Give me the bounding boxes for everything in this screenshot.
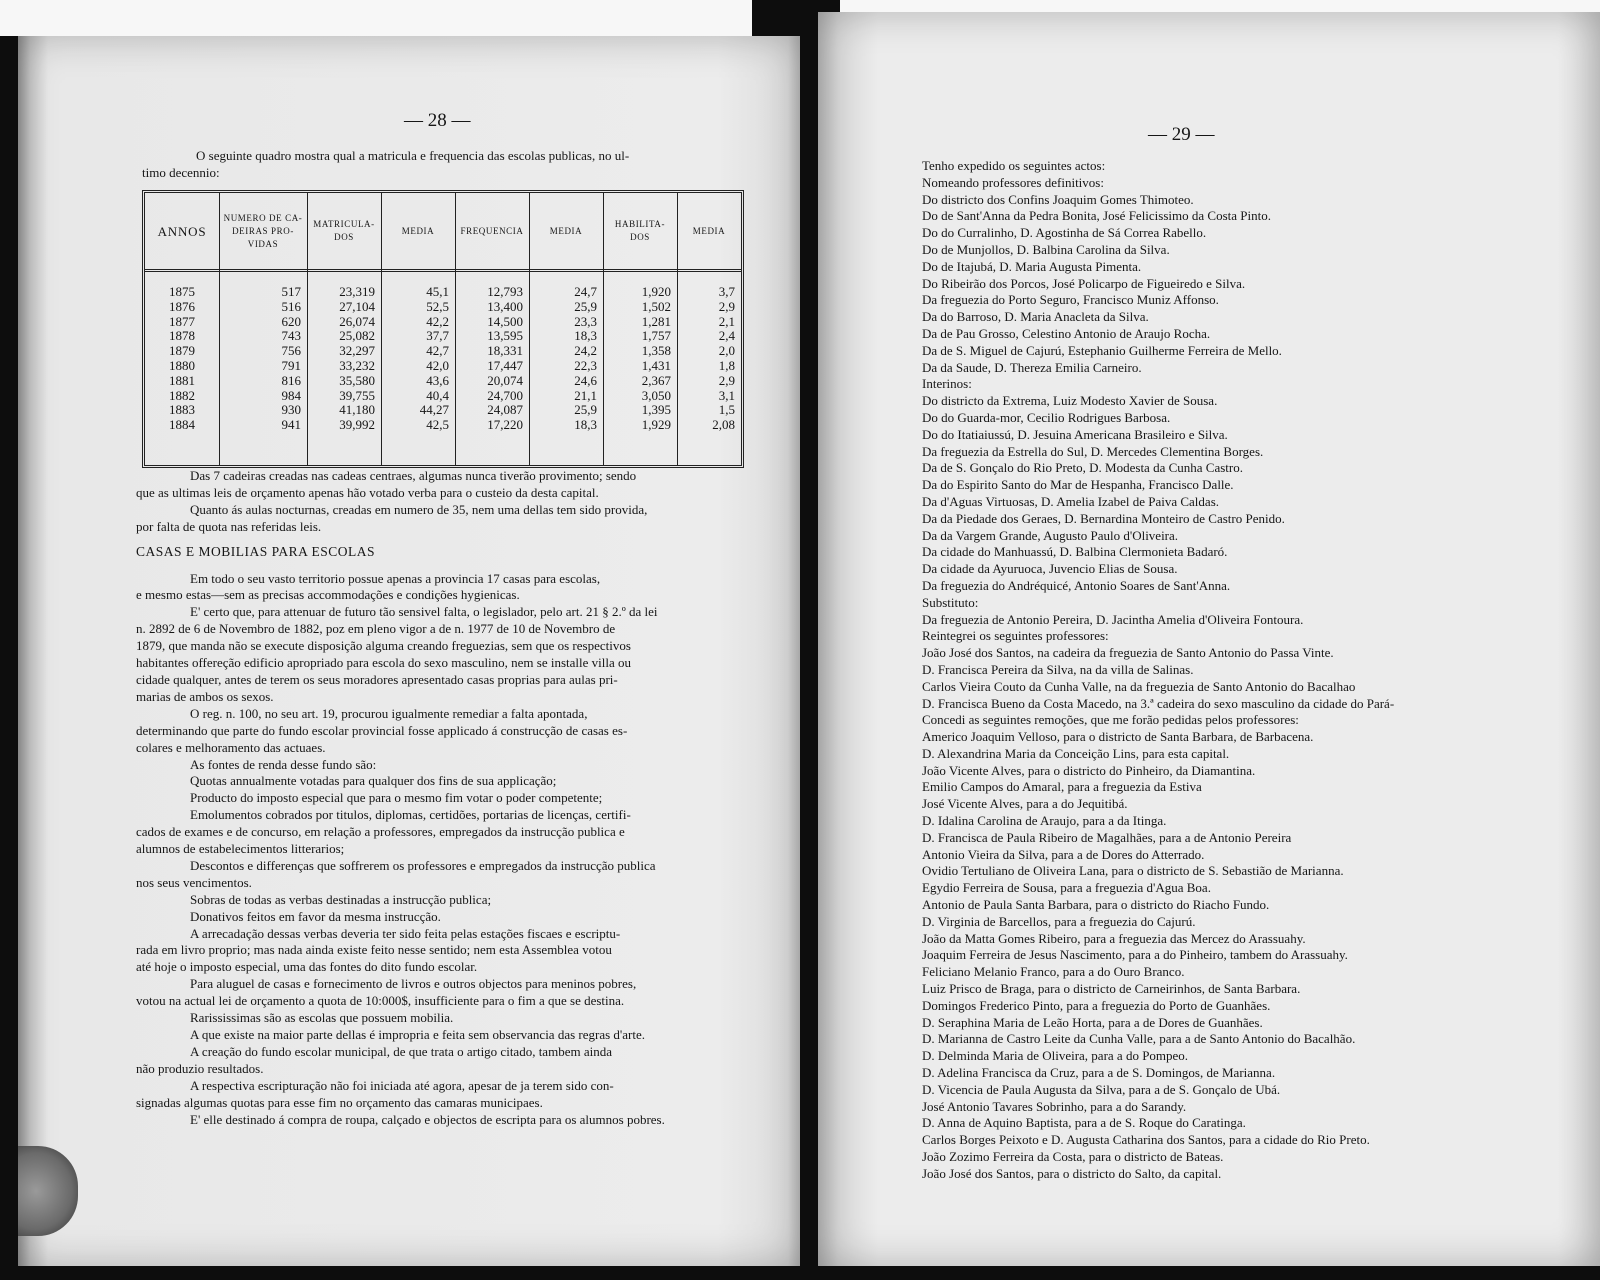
enrollment-table: [142, 190, 744, 468]
table-cell: 1884: [169, 417, 195, 433]
page-number-left: — 28 —: [404, 110, 471, 131]
act-line: João José dos Santos, para o districto do Salto, da capital.: [922, 1165, 1222, 1181]
table-cell: 1880: [169, 357, 195, 373]
act-line: Da de Pau Grosso, Celestino Antonio de Araujo Rocha.: [922, 325, 1211, 341]
body-line: e mesmo estas—sem as precisas accommodações e condições hygienicas.: [136, 587, 520, 603]
col-media-2: [529, 193, 604, 465]
table-cell: 25,082: [339, 328, 375, 344]
act-line: D. Anna de Aquino Baptista, para a de S. Roque do Caratinga.: [922, 1115, 1246, 1131]
body-line: A arrecadação dessas verbas deveria ter sido feita pelas estações fiscaes e escriptu-: [190, 925, 621, 941]
act-line: Da freguezia do Porto Seguro, Francisco Muniz Affonso.: [922, 292, 1219, 308]
table-cell: 18,3: [574, 417, 597, 433]
body-line: Quotas annualmente votadas para qualquer dos fins de sua applicação;: [190, 773, 557, 789]
table-cell: 2,08: [712, 417, 735, 433]
table-cell: 3,1: [718, 387, 735, 403]
col-media-1: [381, 193, 456, 465]
table-cell: 1876: [169, 298, 195, 314]
table-cell: 13,400: [487, 298, 523, 314]
act-line: Da da Piedade dos Geraes, D. Bernardina Monteiro de Castro Penido.: [922, 510, 1285, 526]
table-cell: 1,920: [641, 284, 671, 299]
act-line: Da da Saude, D. Thereza Emilia Carneiro.: [922, 359, 1142, 375]
body-line: que as ultimas leis de orçamento apenas hão votado verba para o custeio da desta capital.: [136, 484, 599, 500]
body-line: determinando que parte do fundo escolar provincial fosse applicado á construcção de casas es-: [136, 722, 628, 738]
body-line: Donativos feitos em favor da mesma instrucção.: [190, 908, 441, 924]
table-cell: 2,9: [718, 298, 735, 314]
table-cell: 1,502: [641, 298, 671, 314]
act-line: Da do Barroso, D. Maria Anacleta da Silva.: [922, 309, 1149, 325]
body-line: nos seus vencimentos.: [136, 874, 252, 890]
table-header-cell: NUMERO DE CA-DEIRAS PRO-VIDAS: [223, 212, 303, 249]
body-line: Para aluguel de casas e fornecimento de livros e outros objectos para meninos pobres,: [190, 976, 637, 992]
act-line: João Vicente Alves, para o districto do Pinheiro, da Diamantina.: [922, 762, 1256, 778]
body-line: por falta de quota nas referidas leis.: [136, 518, 322, 534]
body-line: cados de exames e de concurso, em relação a professores, empregados da instrucção publica e: [136, 824, 625, 840]
table-cell: 743: [281, 328, 301, 344]
table-cell: 1882: [169, 387, 195, 403]
table-cell: 24,087: [487, 402, 523, 418]
act-line: D. Alexandrina Maria da Conceição Lins, para esta capital.: [922, 745, 1230, 761]
act-line: Antonio de Paula Santa Barbara, para o districto do Riacho Fundo.: [922, 897, 1270, 913]
table-header-cell: MEDIA: [549, 225, 583, 236]
table-cell: 791: [281, 357, 301, 373]
act-line: Da cidade da Ayuruoca, Juvencio Elias de Sousa.: [922, 561, 1178, 577]
table-cell: 1,358: [641, 343, 671, 359]
act-line: Egydio Ferreira de Sousa, para a freguezia d'Agua Boa.: [922, 880, 1211, 896]
col-cadeiras: [219, 193, 308, 465]
body-line: E' certo que, para attenuar de futuro tão sensivel falta, o legislador, pelo art. 21 § 2.º da lei: [190, 604, 658, 620]
act-line: Joaquim Ferreira de Jesus Nascimento, para a do Pinheiro, tambem do Arassuahy.: [922, 947, 1348, 963]
body-line: votou na actual lei de orçamento a quota de 10:000$, insufficiente para o fim a que se destina.: [136, 993, 625, 1009]
body-line: A creação do fundo escolar municipal, de que trata o artigo citado, tambem ainda: [190, 1043, 612, 1059]
table-cell: 3,050: [641, 387, 671, 403]
table-cell: 1883: [169, 402, 195, 418]
act-line: Do do Itatiaiussú, D. Jesuina Americana Brasileiro e Silva.: [922, 426, 1228, 442]
table-cell: 941: [281, 417, 301, 433]
table-cell: 17,447: [487, 357, 523, 373]
col-habilitados: [603, 193, 678, 465]
table-cell: 24,7: [574, 284, 597, 299]
act-line: Da freguezia da Estrella do Sul, D. Mercedes Clementina Borges.: [922, 443, 1264, 459]
act-line: Do do Guarda-mor, Cecilio Rodrigues Barbosa.: [922, 409, 1171, 425]
act-line: Carlos Vieira Couto da Cunha Valle, na da freguezia de Santo Antonio do Bacalhao: [922, 678, 1356, 694]
table-cell: 20,074: [487, 372, 523, 388]
act-line: D. Idalina Carolina de Araujo, para a da Itinga.: [922, 813, 1167, 829]
table-cell: 13,595: [487, 328, 523, 344]
table-cell: 52,5: [426, 298, 449, 314]
col-media-3: [677, 193, 741, 465]
scanner-thumb: [18, 1146, 78, 1236]
table-cell: 25,9: [574, 402, 597, 418]
table-cell: 18,331: [487, 343, 523, 359]
table-cell: 18,3: [574, 328, 597, 344]
table-cell: 17,220: [487, 417, 523, 433]
body-line: Sobras de todas as verbas destinadas a instrucção publica;: [190, 891, 492, 907]
act-line: Da freguezia do Andréquicé, Antonio Soares de Sant'Anna.: [922, 577, 1231, 593]
section-heading: CASAS E MOBILIAS PARA ESCOLAS: [136, 543, 376, 559]
table-cell: 25,9: [574, 298, 597, 314]
act-line: Da da Vargem Grande, Augusto Paulo d'Oliveira.: [922, 527, 1179, 543]
body-line: Producto do imposto especial que para o mesmo fim votar o poder competente;: [190, 790, 603, 806]
body-line: signadas algumas quotas para esse fim no orçamento das camaras municipaes.: [136, 1094, 543, 1110]
act-line: Concedi as seguintes remoções, que me forão pedidas pelos professores:: [922, 712, 1299, 728]
act-line: Do de Sant'Anna da Pedra Bonita, José Felicissimo da Costa Pinto.: [922, 208, 1271, 224]
body-line: Das 7 cadeiras creadas nas cadeas centraes, algumas nunca tiverão provimento; sendo: [190, 468, 637, 483]
table-cell: 27,104: [339, 298, 375, 314]
col-annos: [145, 193, 220, 465]
body-line: até hoje o imposto especial, uma das fontes do dito fundo escolar.: [136, 959, 478, 975]
table-cell: 21,1: [574, 387, 597, 403]
body-line: E' elle destinado á compra de roupa, calçado e objectos de escripta para os alumnos pobres.: [190, 1111, 665, 1127]
table-intro: [142, 148, 746, 182]
table-cell: 3,7: [718, 284, 735, 299]
act-line: Do districto dos Confins Joaquim Gomes Thimoteo.: [922, 191, 1194, 207]
act-line: Da cidade do Manhuassú, D. Balbina Clermonieta Badaró.: [922, 544, 1228, 560]
table-cell: 22,3: [574, 357, 597, 373]
page-number-right: — 29 —: [1148, 124, 1215, 145]
act-line: Do de Itajubá, D. Maria Augusta Pimenta.: [922, 258, 1142, 274]
table-cell: 756: [281, 343, 301, 359]
act-line: Luiz Prisco de Braga, para o districto de Carneirinhos, de Santa Barbara.: [922, 981, 1301, 997]
table-cell: 2,1: [718, 313, 735, 329]
table-cell: 35,580: [339, 372, 375, 388]
table-cell: 39,755: [339, 387, 375, 403]
table-cell: 1878: [169, 328, 195, 344]
act-line: D. Francisca de Paula Ribeiro de Magalhães, para a de Antonio Pereira: [922, 829, 1292, 845]
act-line: João Zozimo Ferreira da Costa, para o districto de Bateas.: [922, 1149, 1224, 1165]
body-line: O reg. n. 100, no seu art. 19, procurou igualmente remediar a falta apontada,: [190, 705, 588, 721]
body-line: Em todo o seu vasto territorio possue apenas a provincia 17 casas para escolas,: [190, 570, 601, 586]
act-line: João José dos Santos, na cadeira da freguezia de Santo Antonio do Passa Vinte.: [922, 645, 1334, 661]
table-cell: 1,5: [718, 402, 735, 418]
body-line: n. 2892 de 6 de Novembro de 1882, poz em pleno vigor a de n. 1977 de 10 de Novembro de: [136, 621, 616, 637]
act-line: João da Matta Gomes Ribeiro, para a freguezia das Mercez do Arassuahy.: [922, 930, 1306, 946]
act-line: Interinos:: [922, 376, 972, 392]
table-cell: 37,7: [426, 328, 449, 344]
act-line: Da freguezia de Antonio Pereira, D. Jacintha Amelia d'Oliveira Fontoura.: [922, 611, 1304, 627]
act-line: Antonio Vieira da Silva, para a de Dores do Atterrado.: [922, 846, 1205, 862]
act-line: Do Ribeirão dos Porcos, José Policarpo de Figueiredo e Silva.: [922, 275, 1246, 291]
act-line: Do districto da Extrema, Luiz Modesto Xavier de Sousa.: [922, 393, 1218, 409]
act-line: D. Marianna de Castro Leite da Cunha Valle, para a de Santo Antonio do Bacalhão.: [922, 1031, 1356, 1047]
act-line: Reintegrei os seguintes professores:: [922, 628, 1109, 644]
act-line: D. Seraphina Maria de Leão Horta, para a de Dores de Guanhães.: [922, 1014, 1263, 1030]
left-page-top-edge: [0, 0, 752, 36]
act-line: Da do Espirito Santo do Mar de Hespanha, Francisco Dalle.: [922, 477, 1234, 493]
table-cell: 42,0: [426, 357, 449, 373]
act-line: Do de Munjollos, D. Balbina Carolina da Silva.: [922, 241, 1170, 257]
body-line: 1879, que manda não se execute disposição alguma creando freguezias, sem que os respectivos: [136, 638, 631, 654]
act-line: D. Delminda Maria de Oliveira, para a do Pompeo.: [922, 1048, 1189, 1064]
table-cell: 2,0: [718, 343, 735, 359]
act-line: José Antonio Tavares Sobrinho, para a do Sarandy.: [922, 1098, 1187, 1114]
table-cell: 45,1: [426, 284, 449, 299]
body-line: As fontes de renda desse fundo são:: [190, 756, 377, 772]
act-line: D. Francisca Bueno da Costa Macedo, na 3.ª cadeira do sexo masculino da cidade do Pará-: [922, 695, 1395, 711]
act-line: Americo Joaquim Velloso, para o districto de Santa Barbara, de Barbacena.: [922, 729, 1314, 745]
table-cell: 33,232: [339, 357, 375, 373]
left-page: [18, 36, 800, 1266]
table-cell: 620: [281, 313, 301, 329]
act-line: D. Francisca Pereira da Silva, na da villa de Salinas.: [922, 661, 1194, 677]
act-line: D. Virginia de Barcellos, para a freguezia do Cajurú.: [922, 913, 1196, 929]
act-line: Da de S. Miguel de Cajurú, Estephanio Guilherme Ferreira de Mello.: [922, 342, 1282, 358]
table-cell: 517: [281, 284, 301, 299]
col-frequencia: [455, 193, 530, 465]
table-cell: 2,4: [718, 328, 735, 344]
act-line: Tenho expedido os seguintes actos:: [922, 158, 1106, 173]
table-cell: 1,395: [641, 402, 671, 418]
table-cell: 39,992: [339, 417, 375, 433]
body-line: cidade qualquer, antes de terem os seus moradores apresentado casas proprias para aulas pri-: [136, 671, 618, 687]
body-line: marias de ambos os sexos.: [136, 688, 274, 704]
table-cell: 516: [281, 298, 301, 314]
body-line: rada em livro proprio; mas nada ainda existe feito nesse sentido; nem esta Assemblea votou: [136, 942, 612, 958]
body-line: alumnos de estabelecimentos litterarios;: [136, 841, 345, 857]
act-line: Feliciano Melanio Franco, para a do Ouro Branco.: [922, 964, 1185, 980]
body-line: Emolumentos cobrados por titulos, diplomas, certidões, portarias de licenças, certifi-: [190, 807, 631, 823]
act-line: Da d'Aguas Virtuosas, D. Amelia Izabel de Paiva Caldas.: [922, 493, 1220, 509]
body-line: A que existe na maior parte dellas é impropria e feita sem observancia das regras d'arte.: [190, 1027, 645, 1042]
table-cell: 23,3: [574, 313, 597, 329]
act-line: Domingos Frederico Pinto, para a freguezia do Porto de Guanhães.: [922, 997, 1271, 1013]
table-cell: 816: [281, 372, 301, 388]
act-line: Carlos Borges Peixoto e D. Augusta Catharina dos Santos, para a cidade do Rio Preto.: [922, 1132, 1370, 1148]
table-cell: 2,9: [718, 372, 735, 388]
body-line: colares e melhoramento das actuaes.: [136, 739, 326, 755]
table-cell: 42,2: [426, 313, 449, 329]
table-header-cell: HABILITA-DOS: [614, 219, 666, 242]
table-header-cell: MEDIA: [401, 225, 435, 236]
act-line: D. Vicencia de Paula Augusta da Silva, para a de S. Gonçalo de Ubá.: [922, 1081, 1281, 1097]
table-cell: 14,500: [487, 313, 523, 329]
table-cell: 42,7: [426, 343, 449, 359]
table-cell: 1875: [169, 284, 195, 299]
table-cell: 1,8: [718, 357, 735, 373]
table-cell: 24,6: [574, 372, 597, 388]
intro-line: timo decennio:: [142, 164, 220, 180]
body-line: não produzio resultados.: [136, 1060, 264, 1076]
table-cell: 984: [281, 387, 301, 403]
table-cell: 1,281: [641, 313, 671, 329]
body-line: habitantes offereção edificio apropriado para escola do sexo masculino, nem se installe villa ou: [136, 655, 632, 671]
act-line: José Vicente Alves, para a do Jequitibá.: [922, 796, 1128, 812]
body-line: A respectiva escripturação não foi iniciada até agora, apesar de ja terem sido con-: [190, 1077, 614, 1093]
table-cell: 40,4: [426, 387, 449, 403]
act-line: Da de S. Gonçalo do Rio Preto, D. Modesta da Cunha Castro.: [922, 460, 1243, 476]
col-matriculados: [307, 193, 382, 465]
table-cell: 1881: [169, 372, 195, 388]
body-line: Rarississimas são as escolas que possuem mobilia.: [190, 1010, 454, 1026]
left-page-body: [136, 468, 744, 1128]
table-cell: 12,793: [487, 284, 523, 299]
table-cell: 1,757: [641, 328, 671, 344]
table-cell: 41,180: [339, 402, 375, 418]
act-line: Do do Curralinho, D. Agostinha de Sá Correa Rabello.: [922, 225, 1207, 241]
table-cell: 24,2: [574, 343, 597, 359]
table-cell: 23,319: [339, 284, 375, 299]
table-cell: 32,297: [339, 343, 375, 359]
table-cell: 2,367: [641, 372, 671, 388]
table-cell: 1,929: [641, 417, 671, 433]
table-cell: 43,6: [426, 372, 449, 388]
act-line: Nomeando professores definitivos:: [922, 174, 1104, 190]
body-line: Descontos e differenças que soffrerem os professores e empregados da instrucção publica: [190, 857, 656, 873]
act-line: D. Adelina Francisca da Cruz, para a de S. Domingos, de Marianna.: [922, 1065, 1276, 1081]
act-line: Substituto:: [922, 594, 979, 610]
body-line: Quanto ás aulas nocturnas, creadas em numero de 35, nem uma dellas tem sido provida,: [190, 501, 648, 517]
act-line: Emilio Campos do Amaral, para a freguezia da Estiva: [922, 779, 1202, 795]
act-line: Ovidio Tertuliano de Oliveira Lana, para o districto de S. Sebastião de Marianna.: [922, 863, 1344, 879]
table-cell: 930: [281, 402, 301, 418]
table-cell: 1877: [169, 313, 195, 329]
table-header-cell: FREQUENCIA: [460, 225, 524, 236]
table-cell: 26,074: [339, 313, 375, 329]
table-cell: 24,700: [487, 387, 523, 403]
table-cell: 1,431: [641, 357, 671, 373]
table-cell: 44,27: [419, 402, 449, 418]
right-page: [818, 12, 1600, 1266]
intro-line: O seguinte quadro mostra qual a matricula e frequencia das escolas publicas, no ul-: [196, 148, 630, 163]
table-cell: 1879: [169, 343, 195, 359]
table-header-cell: ANNOS: [157, 223, 207, 239]
right-page-body: [922, 158, 1562, 1183]
table-cell: 42,5: [426, 417, 449, 433]
table-header-cell: MATRICULA-DOS: [313, 219, 375, 242]
table-header-cell: MEDIA: [692, 225, 726, 236]
